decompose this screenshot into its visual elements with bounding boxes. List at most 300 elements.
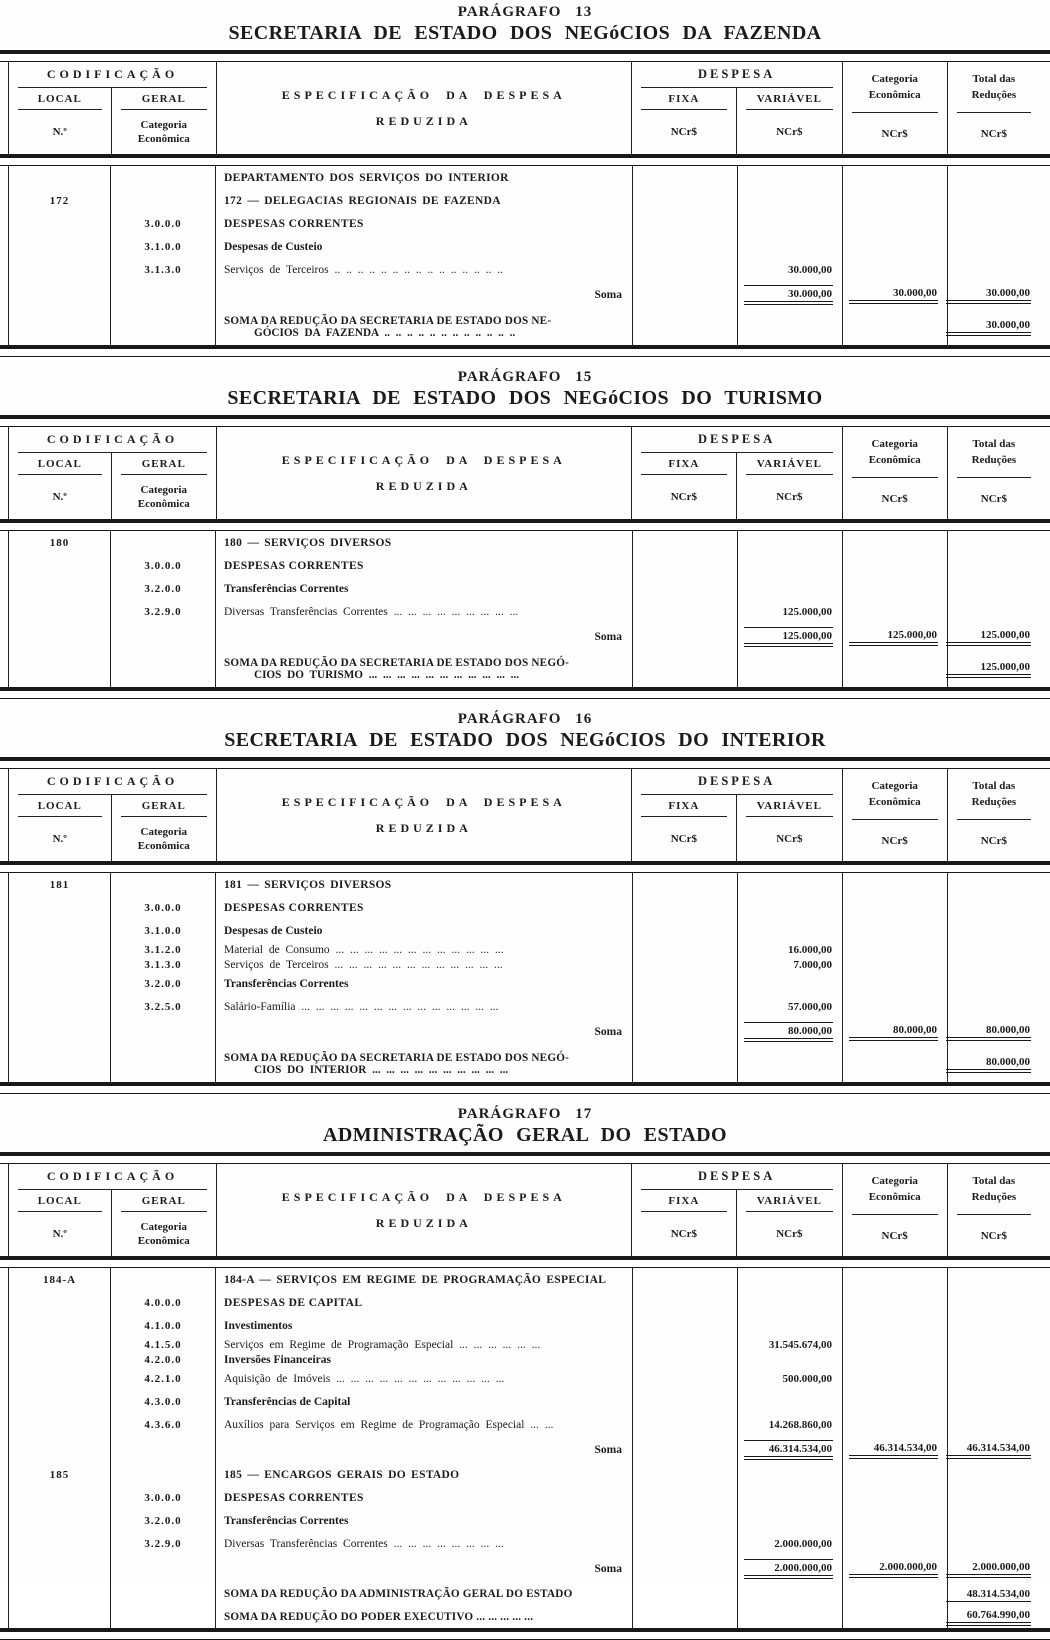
especificacao-line2: REDUZIDA bbox=[375, 478, 472, 493]
especificacao-cell bbox=[215, 577, 632, 600]
total-amount-cell bbox=[947, 281, 1040, 308]
total-amount-cell bbox=[947, 995, 1040, 1018]
section-heading bbox=[0, 707, 1050, 752]
variavel-amount-cell bbox=[737, 258, 842, 281]
especificacao-text: DEPARTAMENTO DOS SERVIÇOS DO INTERIOR bbox=[224, 171, 509, 184]
local-label: LOCAL bbox=[37, 799, 82, 812]
fixa-amount-cell bbox=[632, 1291, 737, 1314]
fixa-amount-cell bbox=[632, 1314, 737, 1337]
categoria-amount: 125.000,00 bbox=[849, 627, 938, 646]
table-row bbox=[8, 957, 1040, 972]
local-number-cell bbox=[8, 919, 110, 942]
fixa-amount-cell bbox=[632, 1509, 737, 1532]
fixa-amount-cell bbox=[632, 281, 737, 308]
column-header-fixa bbox=[632, 88, 737, 154]
table-row bbox=[8, 577, 1040, 600]
total-amount-cell bbox=[947, 577, 1040, 600]
especificacao-text: Salário-Família ... ... ... ... ... ... ... ... ... ... ... ... ... ... bbox=[224, 1000, 499, 1013]
especificacao-line2: REDUZIDA bbox=[375, 1215, 472, 1230]
total-amount-cell bbox=[947, 1532, 1040, 1555]
fixa-amount-cell bbox=[632, 308, 737, 345]
geral-code-cell bbox=[110, 1018, 215, 1045]
geral-code: 3.1.3.0 bbox=[144, 958, 182, 971]
fixa-amount-cell bbox=[632, 919, 737, 942]
variavel-label: VARIÁVEL bbox=[756, 799, 822, 812]
especificacao-text: 180 — SERVIÇOS DIVERSOS bbox=[224, 536, 392, 549]
variavel-amount: 7.000,00 bbox=[793, 959, 832, 971]
geral-code-cell bbox=[110, 942, 215, 957]
geral-code-cell bbox=[110, 554, 215, 577]
categoria-amount-cell bbox=[842, 554, 947, 577]
header-line2: Reduções bbox=[971, 796, 1017, 808]
geral-code-cell bbox=[110, 650, 215, 687]
table-row bbox=[8, 1352, 1040, 1367]
section-heading bbox=[0, 365, 1050, 410]
especificacao-text: Serviços de Terceiros ... ... ... ... ... ... ... ... ... ... ... ... bbox=[224, 958, 503, 971]
especificacao-cell bbox=[215, 957, 632, 972]
local-number-cell bbox=[8, 258, 110, 281]
geral-code: 4.2.0.0 bbox=[144, 1353, 182, 1366]
fixa-label: FIXA bbox=[668, 457, 700, 470]
especificacao-cell bbox=[215, 873, 632, 896]
local-number-cell bbox=[8, 1352, 110, 1367]
total-amount-cell bbox=[947, 1018, 1040, 1045]
codificacao-label: CODIFICAÇÃO bbox=[46, 1169, 179, 1183]
especificacao-text: Despesas de Custeio bbox=[224, 240, 323, 253]
geral-label: GERAL bbox=[141, 1194, 186, 1207]
total-amount: 30.000,00 bbox=[946, 285, 1031, 304]
variavel-amount: 14.268.860,00 bbox=[768, 1419, 832, 1431]
total-amount-cell bbox=[947, 212, 1040, 235]
section-title: ADMINISTRAÇÃO GERAL DO ESTADO bbox=[323, 1124, 727, 1146]
local-number-cell bbox=[8, 212, 110, 235]
categoria-amount-cell bbox=[842, 258, 947, 281]
total-amount-cell bbox=[947, 1268, 1040, 1291]
geral-code-cell bbox=[110, 1291, 215, 1314]
local-label: LOCAL bbox=[37, 92, 82, 105]
variavel-amount-cell bbox=[737, 1291, 842, 1314]
geral-code: 3.2.0.0 bbox=[144, 977, 182, 990]
total-amount: 48.314.534,00 bbox=[946, 1586, 1031, 1602]
column-header-categoria-economica-labels bbox=[843, 769, 947, 819]
column-header-total-reducoes bbox=[947, 1164, 1040, 1256]
column-header-fixa bbox=[632, 795, 737, 861]
column-header-categoria-economica bbox=[842, 427, 947, 519]
categoria-economica-label bbox=[112, 817, 217, 861]
total-amount-cell bbox=[947, 1352, 1040, 1367]
despesa-subcolumns bbox=[632, 795, 842, 861]
geral-label: GERAL bbox=[141, 799, 186, 812]
geral-code-cell bbox=[110, 166, 215, 189]
total-amount-cell bbox=[947, 1463, 1040, 1486]
especificacao-text: Soma bbox=[594, 288, 622, 301]
column-header-despesa bbox=[631, 769, 842, 861]
categoria-amount-cell bbox=[842, 1045, 947, 1082]
currency-unit: NCr$ bbox=[980, 492, 1008, 505]
geral-code: 3.0.0.0 bbox=[144, 559, 182, 572]
column-header-geral bbox=[111, 1190, 217, 1256]
especificacao-text: DESPESAS CORRENTES bbox=[224, 559, 364, 572]
especificacao-cell bbox=[215, 1436, 632, 1463]
especificacao-text: Soma bbox=[594, 1025, 622, 1038]
variavel-amount-cell bbox=[737, 1605, 842, 1628]
categoria-amount-cell bbox=[842, 1352, 947, 1367]
fixa-amount-cell bbox=[632, 1532, 737, 1555]
especificacao-text: Serviços em Regime de Programação Especial ... ... ... ... ... ... bbox=[224, 1338, 541, 1351]
categoria-amount-cell bbox=[842, 1509, 947, 1532]
especificacao-text: Serviços de Terceiros .. .. .. .. .. .. .. .. .. .. .. .. .. .. .. bbox=[224, 263, 503, 276]
especificacao-cell bbox=[215, 1352, 632, 1367]
table-row bbox=[8, 600, 1040, 623]
currency-unit: NCr$ bbox=[881, 127, 908, 140]
geral-code-cell bbox=[110, 281, 215, 308]
especificacao-cell bbox=[215, 995, 632, 1018]
total-amount: 60.764.990,00 bbox=[946, 1607, 1031, 1626]
especificacao-cell bbox=[215, 1390, 632, 1413]
categoria-amount-cell bbox=[842, 1018, 947, 1045]
total-amount: 125.000,00 bbox=[946, 659, 1031, 678]
geral-code-cell bbox=[110, 577, 215, 600]
variavel-amount-cell bbox=[737, 1352, 842, 1367]
local-number: 184-A bbox=[42, 1273, 77, 1286]
header-line1: Total das bbox=[972, 73, 1016, 85]
codificacao-subcolumns bbox=[9, 1190, 216, 1256]
geral-code-cell bbox=[110, 1413, 215, 1436]
geral-code: 4.1.5.0 bbox=[144, 1338, 182, 1351]
especificacao-cell bbox=[215, 258, 632, 281]
numero-text: N.º bbox=[52, 491, 67, 503]
variavel-amount: 30.000,00 bbox=[744, 285, 833, 305]
currency-unit: NCr$ bbox=[670, 1228, 697, 1240]
fixa-amount-cell bbox=[632, 972, 737, 995]
especificacao-text: Diversas Transferências Correntes ... ... ... ... ... ... ... ... ... bbox=[224, 605, 519, 618]
local-number-cell bbox=[8, 1045, 110, 1082]
geral-code: 3.1.2.0 bbox=[144, 943, 182, 956]
numero-label bbox=[9, 1212, 111, 1256]
table-row bbox=[8, 1509, 1040, 1532]
section-title: SECRETARIA DE ESTADO DOS NEGóCIOS DO TURISMO bbox=[227, 387, 823, 409]
fixa-amount-cell bbox=[632, 577, 737, 600]
section-administracao bbox=[0, 1102, 1050, 1640]
categoria-line2: Econômica bbox=[137, 133, 190, 145]
especificacao-text: Despesas de Custeio bbox=[224, 924, 323, 937]
local-number-cell bbox=[8, 308, 110, 345]
fixa-amount-cell bbox=[632, 1390, 737, 1413]
heavy-rule-top bbox=[0, 757, 1050, 769]
total-amount-cell bbox=[947, 650, 1040, 687]
total-amount: 80.000,00 bbox=[946, 1022, 1031, 1041]
currency-unit: NCr$ bbox=[670, 126, 697, 138]
table-row bbox=[8, 1436, 1040, 1463]
variavel-amount-cell bbox=[737, 212, 842, 235]
categoria-line2: Econômica bbox=[137, 498, 190, 510]
header-line2: Econômica bbox=[868, 454, 921, 466]
table-row bbox=[8, 531, 1040, 554]
variavel-amount: 16.000,00 bbox=[788, 944, 832, 956]
local-number-cell bbox=[8, 600, 110, 623]
total-amount-cell bbox=[947, 1390, 1040, 1413]
geral-code: 4.0.0.0 bbox=[144, 1296, 182, 1309]
fixa-amount-cell bbox=[632, 957, 737, 972]
table-body bbox=[8, 873, 1040, 1082]
categoria-amount-cell bbox=[842, 1291, 947, 1314]
total-amount: 125.000,00 bbox=[946, 627, 1031, 646]
heavy-rule-under-header bbox=[0, 154, 1050, 166]
table-row bbox=[8, 235, 1040, 258]
codificacao-subcolumns bbox=[9, 795, 216, 861]
column-header-local bbox=[9, 1190, 111, 1256]
especificacao-cell bbox=[215, 972, 632, 995]
categoria-amount-cell bbox=[842, 623, 947, 650]
currency-unit: NCr$ bbox=[776, 126, 803, 138]
table-row bbox=[8, 308, 1040, 345]
table-body bbox=[8, 1268, 1040, 1628]
heavy-rule-bottom bbox=[0, 1628, 1050, 1640]
variavel-amount: 125.000,00 bbox=[782, 606, 832, 618]
local-number-cell bbox=[8, 1413, 110, 1436]
total-amount-cell bbox=[947, 554, 1040, 577]
header-line1: Total das bbox=[972, 1175, 1016, 1187]
column-header-categoria-economica-labels bbox=[843, 427, 947, 477]
header-line1: Categoria bbox=[871, 438, 918, 450]
especificacao-text: Investimentos bbox=[224, 1319, 293, 1332]
geral-code-cell bbox=[110, 1337, 215, 1352]
especificacao-cell bbox=[215, 896, 632, 919]
heavy-rule-bottom bbox=[0, 345, 1050, 357]
local-number: 181 bbox=[49, 878, 70, 891]
total-amount-cell bbox=[947, 308, 1040, 345]
local-number-cell bbox=[8, 577, 110, 600]
especificacao-cell bbox=[215, 166, 632, 189]
categoria-amount-cell bbox=[842, 1486, 947, 1509]
local-number-cell bbox=[8, 1314, 110, 1337]
fixa-amount-cell bbox=[632, 1486, 737, 1509]
total-amount-cell bbox=[947, 166, 1040, 189]
heavy-rule-top bbox=[0, 1152, 1050, 1164]
column-header-especificacao bbox=[216, 427, 631, 519]
variavel-amount-cell bbox=[737, 623, 842, 650]
header-line1: Categoria bbox=[871, 1175, 918, 1187]
geral-code-cell bbox=[110, 873, 215, 896]
table-row bbox=[8, 623, 1040, 650]
geral-code: 4.2.1.0 bbox=[144, 1372, 182, 1385]
header-line2: Econômica bbox=[868, 89, 921, 101]
categoria-amount-cell bbox=[842, 919, 947, 942]
categoria-line2: Econômica bbox=[137, 840, 190, 852]
categoria-amount-cell bbox=[842, 166, 947, 189]
table-row bbox=[8, 650, 1040, 687]
geral-code-cell bbox=[110, 1436, 215, 1463]
fixa-amount-cell bbox=[632, 1268, 737, 1291]
categoria-line1: Categoria bbox=[140, 484, 187, 496]
geral-code: 3.1.3.0 bbox=[144, 263, 182, 276]
categoria-amount: 80.000,00 bbox=[849, 1022, 938, 1041]
geral-code: 4.3.0.0 bbox=[144, 1395, 182, 1408]
variavel-amount-cell bbox=[737, 1413, 842, 1436]
currency-unit: NCr$ bbox=[881, 1229, 908, 1242]
total-amount-cell bbox=[947, 1555, 1040, 1582]
categoria-amount-cell bbox=[842, 1390, 947, 1413]
local-number-cell bbox=[8, 1555, 110, 1582]
local-number-cell bbox=[8, 1268, 110, 1291]
local-number-cell bbox=[8, 1532, 110, 1555]
categoria-amount-cell bbox=[842, 531, 947, 554]
currency-unit: NCr$ bbox=[776, 833, 803, 845]
local-number: 180 bbox=[49, 536, 70, 549]
total-amount-cell bbox=[947, 1045, 1040, 1082]
categoria-amount-cell bbox=[842, 972, 947, 995]
especificacao-text: Soma bbox=[594, 1443, 622, 1456]
categoria-amount-cell bbox=[842, 577, 947, 600]
variavel-amount: 80.000,00 bbox=[744, 1022, 833, 1042]
column-header-geral bbox=[111, 88, 217, 154]
despesa-subcolumns bbox=[632, 88, 842, 154]
fixa-amount-cell bbox=[632, 995, 737, 1018]
geral-code-cell bbox=[110, 1582, 215, 1605]
variavel-amount: 46.314.534,00 bbox=[744, 1440, 833, 1460]
variavel-amount-cell bbox=[737, 1045, 842, 1082]
total-amount-cell bbox=[947, 957, 1040, 972]
especificacao-cell bbox=[215, 1045, 632, 1082]
column-header-categoria-economica-labels bbox=[843, 1164, 947, 1214]
especificacao-cell bbox=[215, 600, 632, 623]
table-row bbox=[8, 1337, 1040, 1352]
column-header-despesa bbox=[631, 62, 842, 154]
total-amount-cell bbox=[947, 1413, 1040, 1436]
paragraph-number: PARÁGRAFO 15 bbox=[457, 369, 593, 385]
categoria-amount-cell bbox=[842, 896, 947, 919]
variavel-amount-cell bbox=[737, 1532, 842, 1555]
total-amount-cell bbox=[947, 896, 1040, 919]
numero-label bbox=[9, 110, 111, 154]
column-header-variavel bbox=[736, 1190, 842, 1256]
variavel-amount-cell bbox=[737, 1018, 842, 1045]
categoria-economica-label bbox=[112, 475, 217, 519]
especificacao-line1: ESPECIFICAÇÃO DA DESPESA bbox=[281, 794, 566, 809]
heavy-rule-under-header bbox=[0, 519, 1050, 531]
table-row bbox=[8, 1555, 1040, 1582]
table-row bbox=[8, 166, 1040, 189]
geral-code-cell bbox=[110, 1367, 215, 1390]
variavel-amount-cell bbox=[737, 650, 842, 687]
categoria-amount-cell bbox=[842, 650, 947, 687]
table-body bbox=[8, 166, 1040, 345]
especificacao-text: SOMA DA REDUÇÃO DA SECRETARIA DE ESTADO DOS NEGÓ- bbox=[224, 1051, 570, 1064]
fixa-label: FIXA bbox=[668, 1194, 700, 1207]
especificacao-cell bbox=[215, 623, 632, 650]
geral-code-cell bbox=[110, 1532, 215, 1555]
geral-code-cell bbox=[110, 1045, 215, 1082]
categoria-amount-cell bbox=[842, 212, 947, 235]
despesa-label: DESPESA bbox=[697, 1169, 776, 1183]
column-header-total-reducoes-labels bbox=[948, 1164, 1040, 1214]
especificacao-cell bbox=[215, 1532, 632, 1555]
local-number-cell bbox=[8, 1582, 110, 1605]
local-number: 185 bbox=[49, 1468, 70, 1481]
header-line1: Total das bbox=[972, 780, 1016, 792]
especificacao-cell bbox=[215, 308, 632, 345]
categoria-amount-cell bbox=[842, 1413, 947, 1436]
categoria-amount: 30.000,00 bbox=[849, 285, 938, 304]
total-amount: 30.000,00 bbox=[946, 317, 1031, 336]
header-line2: Reduções bbox=[971, 1191, 1017, 1203]
total-amount-cell bbox=[947, 1314, 1040, 1337]
local-number-cell bbox=[8, 1436, 110, 1463]
geral-label: GERAL bbox=[141, 457, 186, 470]
codificacao-label: CODIFICAÇÃO bbox=[46, 67, 179, 81]
local-number-cell bbox=[8, 1509, 110, 1532]
especificacao-text: DESPESAS CORRENTES bbox=[224, 1491, 364, 1504]
especificacao-line2: REDUZIDA bbox=[375, 820, 472, 835]
table-row bbox=[8, 212, 1040, 235]
variavel-amount-cell bbox=[737, 600, 842, 623]
total-amount: 2.000.000,00 bbox=[946, 1559, 1031, 1578]
variavel-amount-cell bbox=[737, 896, 842, 919]
variavel-amount-cell bbox=[737, 1337, 842, 1352]
especificacao-text: 172 — DELEGACIAS REGIONAIS DE FAZENDA bbox=[224, 194, 501, 207]
total-amount-cell bbox=[947, 1436, 1040, 1463]
header-line2: Reduções bbox=[971, 89, 1017, 101]
especificacao-cell bbox=[215, 281, 632, 308]
table-row bbox=[8, 1018, 1040, 1045]
header-line1: Categoria bbox=[871, 73, 918, 85]
categoria-amount-cell bbox=[842, 308, 947, 345]
geral-code: 4.1.0.0 bbox=[144, 1319, 182, 1332]
local-number-cell bbox=[8, 1486, 110, 1509]
especificacao-cell bbox=[215, 1605, 632, 1628]
section-title: SECRETARIA DE ESTADO DOS NEGóCIOS DA FAZENDA bbox=[228, 22, 822, 44]
variavel-amount-cell bbox=[737, 1268, 842, 1291]
variavel-amount-cell bbox=[737, 531, 842, 554]
column-header-total-reducoes-labels bbox=[948, 427, 1040, 477]
total-amount: 46.314.534,00 bbox=[946, 1440, 1031, 1459]
geral-code: 3.0.0.0 bbox=[144, 1491, 182, 1504]
especificacao-cell bbox=[215, 1555, 632, 1582]
especificacao-cell bbox=[215, 1413, 632, 1436]
geral-code-cell bbox=[110, 1390, 215, 1413]
geral-code-cell bbox=[110, 1352, 215, 1367]
categoria-amount-cell bbox=[842, 1463, 947, 1486]
column-header-geral bbox=[111, 453, 217, 519]
categoria-amount-cell bbox=[842, 1268, 947, 1291]
table-row bbox=[8, 995, 1040, 1018]
table-row bbox=[8, 1367, 1040, 1390]
column-header-total-reducoes-labels bbox=[948, 769, 1040, 819]
geral-code-cell bbox=[110, 1486, 215, 1509]
table-row bbox=[8, 873, 1040, 896]
total-amount-cell bbox=[947, 600, 1040, 623]
column-header-categoria-economica-labels bbox=[843, 62, 947, 112]
variavel-amount-cell bbox=[737, 554, 842, 577]
variavel-amount-cell bbox=[737, 166, 842, 189]
categoria-line1: Categoria bbox=[140, 1221, 187, 1233]
geral-code: 3.2.9.0 bbox=[144, 1537, 182, 1550]
categoria-amount-cell bbox=[842, 995, 947, 1018]
categoria-amount-cell bbox=[842, 1555, 947, 1582]
numero-text: N.º bbox=[52, 1228, 67, 1240]
local-number-cell bbox=[8, 554, 110, 577]
variavel-amount-cell bbox=[737, 281, 842, 308]
heavy-rule-under-header bbox=[0, 1256, 1050, 1268]
variavel-amount-cell bbox=[737, 1555, 842, 1582]
currency-unit: NCr$ bbox=[670, 491, 697, 503]
geral-code-cell bbox=[110, 995, 215, 1018]
section-heading bbox=[0, 1102, 1050, 1147]
especificacao-text-line2: CIOS DO INTERIOR ... ... ... ... ... ... ... ... ... ... bbox=[254, 1063, 509, 1076]
column-header-variavel bbox=[736, 88, 842, 154]
fixa-amount-cell bbox=[632, 1045, 737, 1082]
total-amount-cell bbox=[947, 235, 1040, 258]
